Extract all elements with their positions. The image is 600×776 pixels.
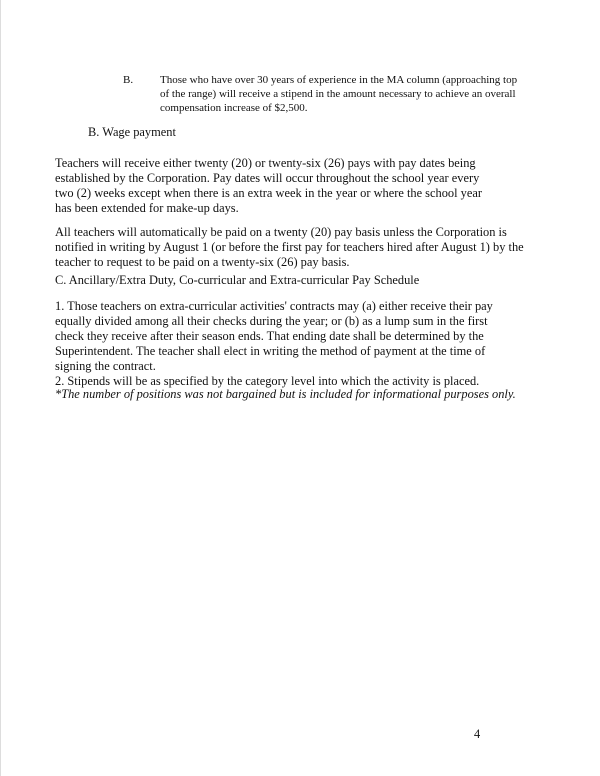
text-line: compensation increase of $2,500. (160, 102, 308, 114)
wage-paragraph-2 (55, 225, 524, 270)
text-line: equally divided among all their checks during the year; or (b) as a lump sum in the first (55, 314, 488, 328)
footnote: *The number of positions was not bargained but is included for informational purposes only. (55, 387, 516, 401)
wage-paragraph-1 (55, 156, 482, 216)
text-line: Teachers will receive either twenty (20) or twenty-six (26) pays with pay dates being (55, 156, 476, 170)
section-c-heading: C. Ancillary/Extra Duty, Co-curricular and Extra-curricular Pay Schedule (55, 273, 420, 287)
text-line: teacher to request to be paid on a twenty-six (26) pay basis. (55, 255, 350, 269)
text-line: has been extended for make-up days. (55, 201, 239, 215)
text-line: signing the contract. (55, 359, 156, 373)
wage-payment-heading: B. Wage payment (88, 125, 176, 139)
text-line: check they receive after their season ends. That ending date shall be determined by the (55, 329, 484, 343)
text-line: notified in writing by August 1 (or before the first pay for teachers hired after August 1) by the (55, 240, 524, 254)
item-1 (55, 299, 493, 389)
text-line: Superintendent. The teacher shall elect in writing the method of payment at the time of (55, 344, 486, 358)
sub-item-label: B. (123, 74, 134, 86)
text-line: of the range) will receive a stipend in the amount necessary to achieve an overall (160, 88, 516, 100)
item-2: 2. Stipends will be as specified by the category level into which the activity is placed. (55, 374, 480, 388)
sub-item-text (160, 73, 517, 115)
text-line: Those who have over 30 years of experience in the MA column (approaching top (160, 74, 518, 86)
page-number: 4 (474, 727, 481, 741)
text-line: established by the Corporation. Pay dates will occur throughout the school year every (55, 171, 480, 185)
text-line: All teachers will automatically be paid on a twenty (20) pay basis unless the Corporation is (55, 225, 507, 239)
page-edge (0, 0, 1, 776)
text-line: 1. Those teachers on extra-curricular activities' contracts may (a) either receive their pay (55, 299, 493, 313)
text-line: two (2) weeks except when there is an extra week in the year or where the school year (55, 186, 482, 200)
